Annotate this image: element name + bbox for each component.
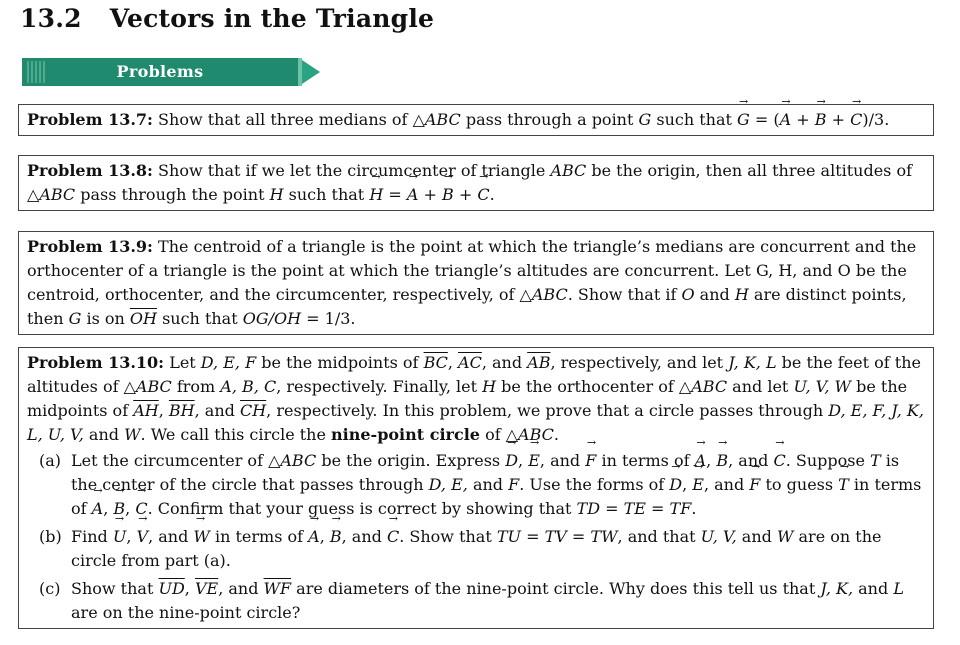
segment-ac: $\overline{AC}$ [458, 353, 482, 372]
nine-points-list: D, E, F, J, K, L, U, V, [27, 401, 924, 444]
part-text: Let the circumcenter of △ [71, 451, 281, 470]
problem-label: Problem 13.7: [27, 110, 153, 129]
sub-problem-text [71, 525, 925, 573]
problem-box-13-10 [18, 347, 934, 629]
problem-text: , and [194, 401, 240, 420]
segment-oh: $\overline{OH}$ [129, 309, 157, 328]
segment-ah: $\overline{AH}$ [133, 401, 159, 420]
part-text: are on the circle from part (a). [71, 527, 882, 570]
problem-text: are distinct points, then [27, 285, 907, 328]
problem-text: + [418, 185, 442, 204]
part-text: = [600, 499, 624, 518]
vector-a: → A [780, 108, 792, 132]
problem-text: and [694, 285, 735, 304]
part-text: , [706, 451, 717, 470]
problem-text: and let [727, 377, 794, 396]
problem-text: be the orthocenter of △ [496, 377, 692, 396]
problem-box-13-7 [18, 104, 934, 136]
vector-c: → C [387, 525, 399, 549]
vector-b: → B [815, 108, 827, 132]
sub-problem-a [27, 449, 925, 521]
part-text: , [125, 499, 136, 518]
vector-d: → D [505, 449, 518, 473]
part-text: be the origin. Express [316, 451, 506, 470]
point-g: G [68, 309, 82, 328]
triangle-name: ABC [424, 110, 461, 129]
problem-text: Show that all three medians of △ [158, 110, 425, 129]
point-h: H [269, 185, 284, 204]
problem-statement [27, 351, 925, 447]
sub-problem-text [71, 577, 925, 625]
problem-text: such that [283, 185, 370, 204]
part-text: are diameters of the nine-point circle. Why does this tell us that [291, 579, 821, 598]
part-text: Find [71, 527, 113, 546]
problem-text: , respectively. In this problem, we prove that a circle passes through [266, 401, 829, 420]
problem-label: Problem 13.8: [27, 161, 153, 180]
problem-text: , respectively. Finally, let [276, 377, 483, 396]
problem-text: Show that if we let the circumcenter of triangle [158, 161, 551, 180]
problem-text: . [553, 425, 559, 444]
part-text: , and [148, 527, 194, 546]
points-jk: J, K, [820, 579, 854, 598]
part-text: , and [341, 527, 387, 546]
part-text: , [518, 451, 529, 470]
part-text: , and [218, 579, 264, 598]
problem-text: . Show that if [567, 285, 682, 304]
problem-text: from [171, 377, 221, 396]
problem-text: , [447, 353, 459, 372]
problem-text: be the midpoints of [256, 353, 424, 372]
problem-text: The centroid of a triangle is the point at which the triangle’s medians are concurrent and the orthocenter of a triangle is the point at which the triangle’s altitudes are concurrent. Let G, H, and O be the centroid, orthocenter, and the circumcenter, respectively, of △ [27, 237, 917, 304]
part-text: , [319, 527, 330, 546]
section-number: 13.2 [20, 4, 82, 33]
vector-a: → A [308, 525, 320, 549]
section-heading [20, 4, 434, 33]
problem-label: Problem 13.10: [27, 353, 165, 372]
segment-ab: $\overline{AB}$ [527, 353, 551, 372]
point-g: G [638, 110, 652, 129]
sub-problems [27, 449, 925, 625]
problem-text: is on [81, 309, 130, 328]
part-text: , [126, 527, 137, 546]
length-te: TE [623, 499, 646, 518]
part-text: and [467, 475, 509, 494]
problem-text: such that [156, 309, 243, 328]
point-t: T [870, 451, 881, 470]
part-text: . Show that [399, 527, 497, 546]
part-text: , and [703, 475, 750, 494]
vector-a: → A [695, 449, 707, 473]
vector-w: → W [193, 525, 209, 549]
problem-text: , [158, 401, 169, 420]
section-title: Vectors in the Triangle [109, 4, 435, 33]
problem-text: + [791, 110, 815, 129]
triangle-name: ABC [280, 451, 317, 470]
vector-h: → H [369, 183, 383, 207]
triangle-name: ABC [135, 377, 172, 396]
part-text: are on the nine-point circle? [71, 603, 301, 622]
vector-b: → B [113, 497, 125, 521]
vector-a: → A [407, 183, 419, 207]
vector-b: → B [330, 525, 342, 549]
part-text: . Confirm that your guess is correct by showing that [147, 499, 577, 518]
point-o: O [681, 285, 695, 304]
triangle-name: ABC [550, 161, 587, 180]
problem-box-13-9 [18, 231, 934, 335]
length-tw: TW [590, 527, 618, 546]
length-tu: TU [496, 527, 522, 546]
part-text: in terms of [596, 451, 695, 470]
problem-text: Let [169, 353, 201, 372]
vector-c: → C [477, 183, 489, 207]
points-de: D, E, [428, 475, 468, 494]
segment-wf: $\overline{WF}$ [263, 579, 292, 598]
points-uvw: U, V, W [793, 377, 851, 396]
problem-text: and [83, 425, 125, 444]
vector-e: → E [692, 473, 704, 497]
vector-g: → G [737, 108, 750, 132]
points-abc: A, B, C [220, 377, 277, 396]
vector-v: → V [137, 525, 149, 549]
problem-text: , respectively, and let [550, 353, 729, 372]
segment-ve: $\overline{VE}$ [194, 579, 219, 598]
part-text: to guess [760, 475, 839, 494]
ratio-og-oh: OG/OH [242, 309, 302, 328]
part-text: and [853, 579, 894, 598]
point-h: H [482, 377, 497, 396]
points-def: D, E, F [200, 353, 257, 372]
problem-text: pass through the point [75, 185, 270, 204]
problem-text: = [383, 185, 407, 204]
sub-problem-c [27, 577, 925, 625]
problem-box-13-8 [18, 155, 934, 211]
triangle-name: ABC [691, 377, 728, 396]
part-text: in terms of [209, 527, 309, 546]
part-text: = [566, 527, 591, 546]
part-text: = [645, 499, 670, 518]
part-text: , and that [617, 527, 701, 546]
point-w: W [776, 527, 794, 546]
problem-text: . We call this circle the [140, 425, 332, 444]
problem-text: = ( [749, 110, 780, 129]
problem-text: of △ [479, 425, 519, 444]
problem-text: be the origin, then all three altitudes of △ [27, 161, 913, 204]
problems-banner [22, 58, 320, 86]
sub-problem-marker: (c) [39, 579, 61, 598]
problem-text: be the midpoints of [27, 377, 908, 420]
banner-label: Problems [116, 62, 204, 81]
nine-point-circle-term: nine-point circle [331, 425, 480, 444]
problem-text: , and [481, 353, 528, 372]
vector-c: → C [135, 497, 147, 521]
vector-f: → F [749, 473, 760, 497]
vector-f: → F [585, 449, 596, 473]
length-td: TD [576, 499, 601, 518]
segment-ud: $\overline{UD}$ [158, 579, 185, 598]
vector-d: → D [669, 473, 682, 497]
vector-b: → B [716, 449, 728, 473]
point-w: W [124, 425, 141, 444]
problem-text: pass through a point [460, 110, 639, 129]
part-text: and [736, 527, 777, 546]
points-jkl: J, K, L [728, 353, 777, 372]
length-tf: TF [669, 499, 692, 518]
vector-c: → C [773, 449, 785, 473]
problem-text: + [826, 110, 851, 129]
sub-problem-marker: (b) [39, 527, 62, 546]
part-text: is the center of the circle that passes through [71, 451, 900, 494]
segment-bh: $\overline{BH}$ [168, 401, 195, 420]
problem-text: )/3. [862, 110, 890, 129]
problem-text: . [489, 185, 495, 204]
triangle-name: ABC [518, 425, 554, 444]
point-f: F [508, 475, 520, 494]
part-text: . Use the forms of [519, 475, 670, 494]
segment-bc: $\overline{BC}$ [423, 353, 448, 372]
vector-c: → C [850, 108, 862, 132]
problem-label: Problem 13.9: [27, 237, 153, 256]
part-text: = [521, 527, 545, 546]
vector-e: → E [528, 449, 540, 473]
problem-text: = 1/3. [301, 309, 356, 328]
part-text: , and [728, 451, 774, 470]
problem-text: + [453, 185, 478, 204]
part-text: , and [539, 451, 586, 470]
sub-problem-b [27, 525, 925, 573]
part-text: . Suppose [785, 451, 871, 470]
triangle-name: ABC [531, 285, 568, 304]
sub-problem-text [71, 449, 925, 521]
sub-problem-marker: (a) [39, 451, 62, 470]
part-text: Show that [71, 579, 159, 598]
segment-ch: $\overline{CH}$ [239, 401, 267, 420]
triangle-name: ABC [39, 185, 76, 204]
vector-t: → T [838, 473, 849, 497]
problem-text: be the feet of the altitudes of △ [27, 353, 921, 396]
part-text: , [682, 475, 693, 494]
points-uv: U, V, [700, 527, 737, 546]
length-tv: TV [544, 527, 567, 546]
part-text: in terms of [71, 475, 922, 518]
part-text: , [103, 499, 114, 518]
vector-u: → U [113, 525, 126, 549]
vector-b: → B [442, 183, 454, 207]
point-l: L [893, 579, 904, 598]
part-text: , [184, 579, 195, 598]
problem-text: such that [651, 110, 738, 129]
part-text: . [691, 499, 697, 518]
point-h: H [734, 285, 749, 304]
vector-a: → A [92, 497, 104, 521]
